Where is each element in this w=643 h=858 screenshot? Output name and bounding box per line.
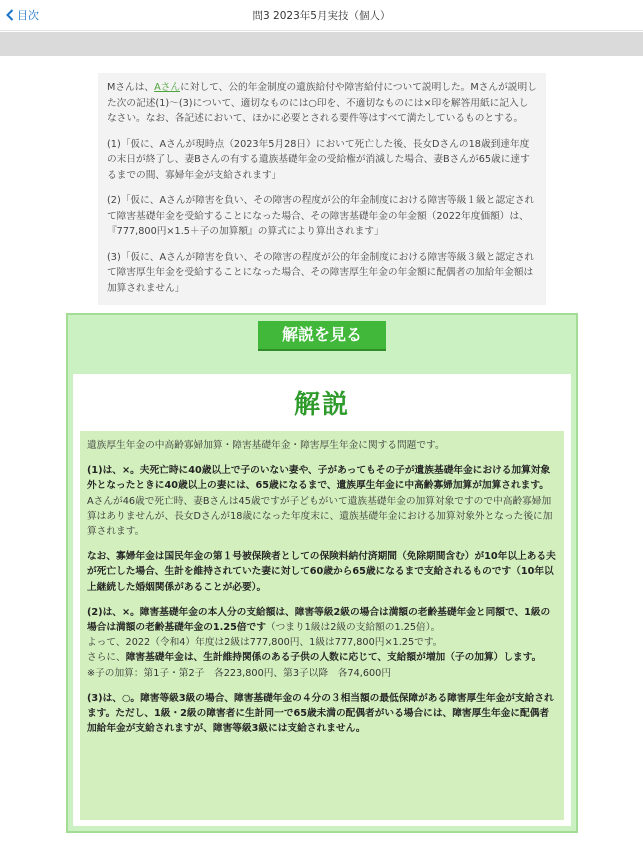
chevron-left-icon [6, 9, 14, 21]
explanation-panel [66, 313, 578, 833]
show-explanation-button[interactable]: 解説を見る [258, 321, 386, 351]
explanation-heading: 解説 [293, 390, 350, 420]
top-bar [0, 0, 643, 31]
question-item-3: (3)「仮に、Aさんが障害を負い、その障害の程度が公的年金制度における障害等級３級と認定されて障害厚生年金を受給することになった場合、その障害厚生年金の年金額に配偶者の加給年金額は加算されません」 [107, 251, 535, 294]
explanation-para-1: (1)は、×。夫死亡時に40歳以上で子のいない妻や、子があってもその子が遺族基礎年金における加算対象外となったときに40歳以上の妻には、65歳になるまで、遺族厚生年金に中高齢寡婦加算が加算されます。 Aさんが46歳で死亡時、妻Bさんは45歳ですが子どもがいて遺族基礎年金の加算対象ですので中高齢寡婦加算はありませんが、長女Dさんが18歳になった年度末に、遺族基礎年金における加算対象外となった後に加算されます。 [87, 465, 553, 538]
explanation-body [80, 431, 564, 820]
back-to-contents-button[interactable] [6, 7, 39, 23]
explanation-intro: 遺族厚生年金の中高齢寡婦加算・障害基礎年金・障害厚生年金に関する問題です。 [87, 440, 445, 451]
explanation-para-3: (2)は、×。障害基礎年金の本人分の支給額は、障害等級2級の場合は満額の老齢基礎年金と同額で、1級の場合は満額の老齢基礎年金の1.25倍です（つまり1級は2級の支給額の1.25倍）。 よって、2022（令和4）年度は2級は777,800円、1級は777,800円×1.25です。 さらに、障害基礎年金は、生計維持関係のある子供の人数に応じて、支給額が増加（子の加算）します。 ※子の加算：第1子・第2子 各223,800円、第3子以降 各74,600円 [87, 606, 551, 679]
question-item-2: (2)「仮に、Aさんが障害を負い、その障害の程度が公的年金制度における障害等級１級と認定されて障害基礎年金を受給することになった場合、その障害基礎年金の年金額（2022年度価額）は、『777,800円×1.5＋子の加算額』の算式により算出されます」 [107, 195, 535, 237]
question-item-1: (1)「仮に、Aさんが現時点（2023年5月28日）において死亡した後、長女Dさんの18歳到達年度の末日が終了し、妻Bさんの有する遺族基礎年金の受給権が消滅した場合、妻Bさんが65歳に達するまでの間、寡婦年金が支給されます」 [107, 138, 530, 181]
question-box [98, 73, 546, 305]
explanation-para-4: (3)は、○。障害等級3級の場合、障害基礎年金の４分の３相当額の最低保障がある障害厚生年金が支給されます。ただし、1級・2級の障害者に生計同一で65歳未満の配偶者がいる場合には、障害厚生年金に配偶者加給年金が支給されますが、障害等級3級には支給されません。 [87, 692, 554, 735]
question-intro: Mさんは、Aさんに対して、公的年金制度の遺族給付や障害給付について説明した。Mさんが説明した次の記述(1)～(3)について、適切なものには○印を、不適切なものには×印を解答用紙に記入しなさい。なお、各記述において、ほかに必要とされる要件等はすべて満たしているものとする。 [107, 82, 537, 124]
toolbar-strip [0, 32, 643, 56]
a-san-link[interactable]: Aさん [154, 82, 181, 93]
explanation-para-2: なお、寡婦年金は国民年金の第１号被保険者としての保険料納付済期間（免除期間含む）が10年以上ある夫が死亡した場合、生計を維持されていた妻に対して60歳から65歳になるまで支給されるものです（10年以上継続した婚姻関係があることが必要）。 [87, 551, 556, 593]
explanation-content [73, 374, 571, 826]
back-label: 目次 [17, 9, 39, 22]
page-title: 問3 2023年5月実技（個人） [252, 9, 391, 22]
